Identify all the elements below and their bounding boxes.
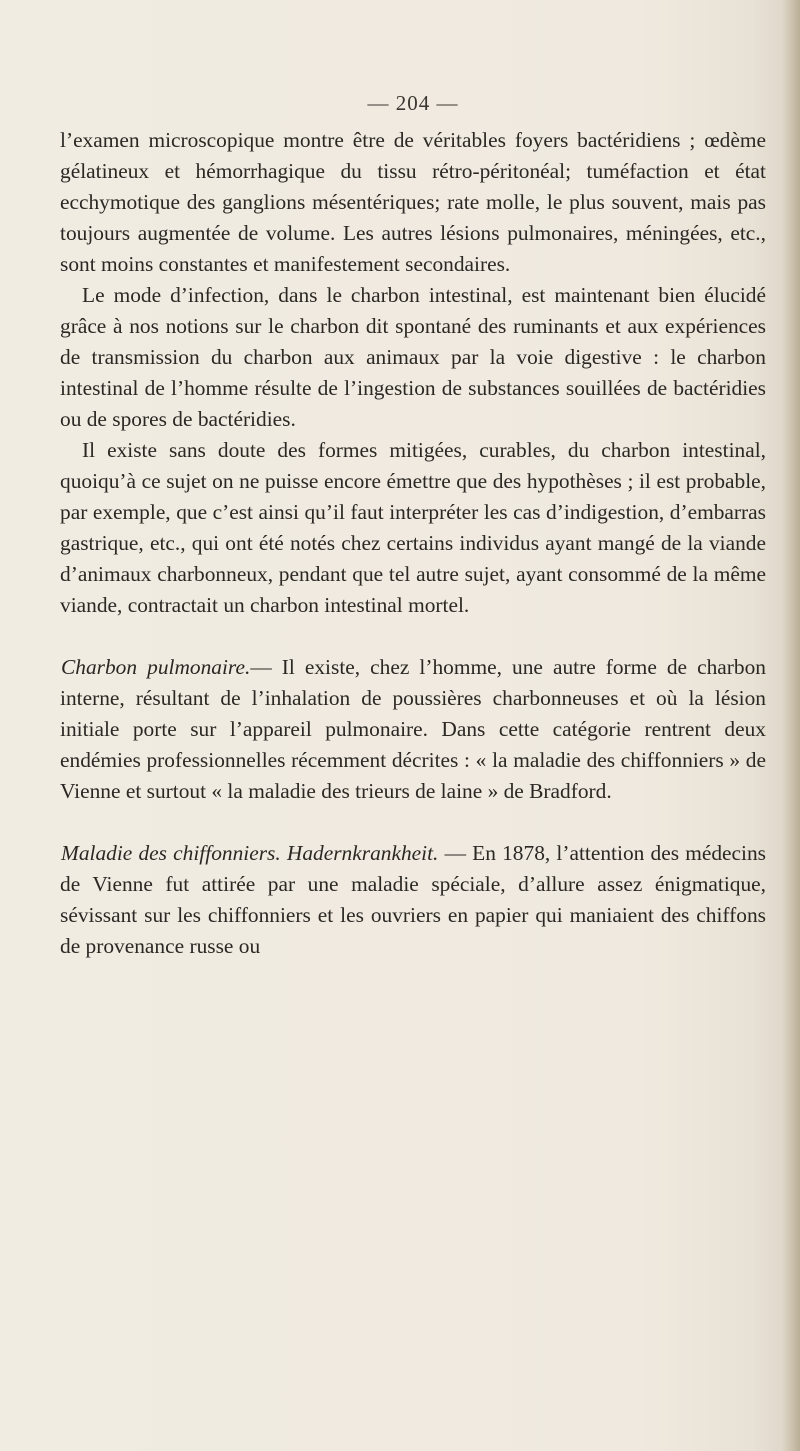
- section-title-maladie-chiffonniers: Maladie des chiffonniers. Hadernkrankheit.: [61, 841, 439, 865]
- page-content: [60, 88, 766, 962]
- section-text-charbon-pulmonaire: — Il existe, chez l’homme, une autre forme de charbon interne, résultant de l’inhalation de poussières charbonneuses et où la lésion initiale porte sur l’appareil pulmonaire. Dans cette catégorie rentrent deux endémies professionnelles récemment décrites : « la maladie des chiffonniers » de Vienne et surtout « la maladie des trieurs de laine » de Bradford.: [60, 655, 766, 803]
- paragraph-maladie-chiffonniers: [60, 838, 766, 962]
- paragraph-lesions: l’examen microscopique montre être de véritables foyers bactéridiens ; œdème gélatineux et hémorrhagique du tissu rétro-péritonéal; tuméfaction et état ecchymotique des ganglions mésentériques; rate molle, le plus souvent, mais pas toujours augmentée de volume. Les autres lésions pulmonaires, méningées, etc., sont moins constantes et manifestement secondaires.: [60, 128, 766, 276]
- page-number: — 204 —: [367, 91, 459, 115]
- paragraph-charbon-pulmonaire: [60, 652, 766, 807]
- paragraph-mode-infection: Le mode d’infection, dans le charbon intestinal, est maintenant bien élucidé grâce à nos notions sur le charbon dit spontané des ruminants et aux expériences de transmission du charbon aux animaux par la voie digestive : le charbon intestinal de l’homme résulte de l’ingestion de substances souillées de bactéridies ou de spores de bactéridies.: [60, 283, 766, 431]
- section-title-charbon-pulmonaire: Charbon pulmonaire.: [61, 655, 251, 679]
- page-edge-shadow: [782, 0, 800, 1451]
- section-text-maladie-chiffonniers: — En 1878, l’attention des médecins de Vienne fut attirée par une maladie spéciale, d’allure assez énigmatique, sévissant sur les chiffonniers et les ouvriers en papier qui maniaient des chiffons de provenance russe ou: [60, 841, 767, 958]
- paragraph-formes-mitigees: Il existe sans doute des formes mitigées, curables, du charbon intestinal, quoiqu’à ce sujet on ne puisse encore émettre que des hypothèses ; il est probable, par exemple, que c’est ainsi qu’il faut interpréter les cas d’indigestion, d’embarras gastrique, etc., qui ont été notés chez certains individus ayant mangé de la viande d’animaux charbonneux, pendant que tel autre sujet, ayant consommé de la même viande, contractait un charbon intestinal mortel.: [60, 438, 766, 617]
